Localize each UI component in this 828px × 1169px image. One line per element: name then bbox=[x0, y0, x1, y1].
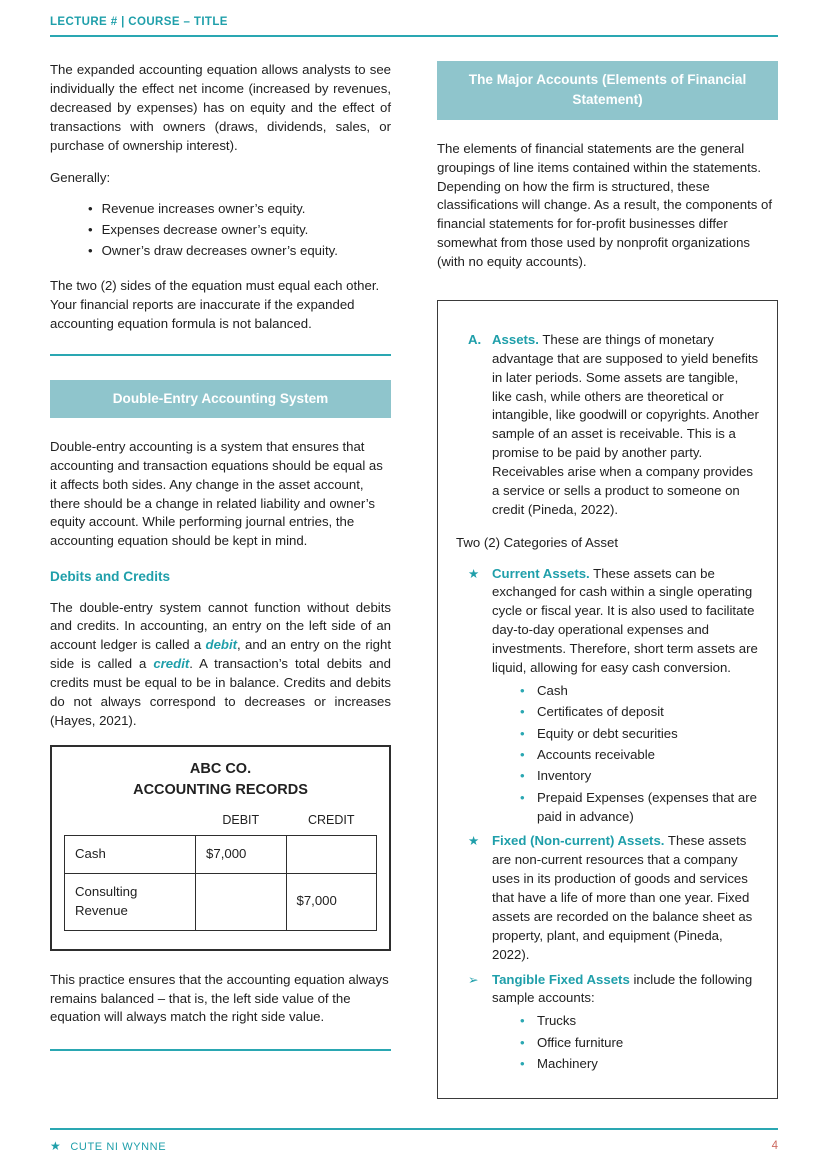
assets-outline-box bbox=[437, 300, 778, 1099]
item-letter: A. bbox=[468, 331, 482, 347]
fixed-assets-body bbox=[492, 832, 759, 964]
fixed-assets-term: Fixed (Non-current) Assets. bbox=[492, 833, 665, 849]
para-practice: This practice ensures that the accounting equation always remains balanced – that is, the left side value of the equation will always match the right side value. bbox=[50, 971, 389, 1025]
list-item-text: Accounts receivable bbox=[537, 746, 656, 762]
list-item-text: Owner’s draw decreases owner’s equity. bbox=[101, 243, 338, 258]
footer-rule bbox=[50, 1128, 778, 1130]
list-item bbox=[520, 1055, 759, 1074]
star-bullet-icon: ★ bbox=[468, 834, 480, 849]
list-item-text: Inventory bbox=[537, 768, 592, 784]
star-icon: ★ bbox=[50, 1139, 62, 1153]
list-item bbox=[88, 242, 391, 261]
para-text-mid: , and an entry on the right side is called a bbox=[50, 637, 391, 672]
bullet-icon: • bbox=[520, 768, 525, 784]
fixed-assets-text: These assets are non-current resources that a company uses in its production of goods and services that have a life of more than one year. Fixed assets are recorded on the balance sheet as property, plant, and equipment (Pineda, 2022). bbox=[492, 833, 753, 962]
content-columns bbox=[50, 61, 778, 1099]
debit-cell: $7,000 bbox=[196, 836, 286, 874]
page-footer bbox=[50, 1128, 778, 1157]
debit-cell bbox=[196, 873, 286, 930]
bullet-icon: • bbox=[520, 725, 525, 741]
list-item-text: Machinery bbox=[537, 1056, 598, 1072]
current-assets-term: Current Assets. bbox=[492, 565, 590, 581]
credit-column-header: CREDIT bbox=[307, 813, 355, 828]
accounting-records-table bbox=[50, 745, 391, 951]
bullet-icon: • bbox=[520, 789, 525, 805]
list-item-text: Revenue increases owner’s equity. bbox=[101, 201, 306, 217]
subheading-debits-credits: Debits and Credits bbox=[50, 569, 171, 585]
list-item bbox=[520, 703, 759, 722]
para-text-pre: The double-entry system cannot function without debits and credits. In accounting, an entry on the left side of an account ledger is called a bbox=[50, 599, 391, 653]
list-item bbox=[520, 1012, 759, 1031]
para-expanded-equation: The expanded accounting equation allows analysts to see individually the effect net income (increased by revenues, decreased by expenses) has on equity and the effect of transactions with owners (draws, dividends, sales, or purchase of ownership interest). bbox=[50, 62, 391, 153]
current-assets-list bbox=[520, 682, 759, 827]
list-item bbox=[520, 789, 759, 827]
list-item-text: Prepaid Expenses (expenses that are paid in advance) bbox=[537, 789, 757, 824]
list-item-text: Expenses decrease owner’s equity. bbox=[101, 222, 309, 238]
assets-item-body bbox=[492, 331, 759, 520]
bullet-icon: • bbox=[520, 746, 525, 762]
tangible-fixed-assets-body bbox=[492, 971, 759, 1009]
account-cell: Cash bbox=[65, 836, 196, 874]
account-cell: Consulting Revenue bbox=[65, 873, 196, 930]
left-column-end-rule bbox=[50, 1049, 391, 1051]
debit-column-header: DEBIT bbox=[222, 813, 260, 828]
assets-item bbox=[468, 331, 759, 520]
footer-brand bbox=[50, 1139, 166, 1153]
bullet-icon: • bbox=[88, 222, 93, 238]
table-company-name: ABC CO. bbox=[189, 760, 252, 777]
equity-bullet-list bbox=[88, 200, 391, 261]
list-item bbox=[520, 725, 759, 744]
tangible-fixed-assets-term: Tangible Fixed Assets bbox=[492, 971, 630, 987]
credit-cell: $7,000 bbox=[286, 873, 377, 930]
header-rule bbox=[50, 35, 778, 37]
list-item-text: Trucks bbox=[537, 1013, 577, 1029]
para-double-entry: Double-entry accounting is a system that ensures that accounting and transaction equations should be equal as it affects both sides. Any change in the asset account, there should be a change in related liability and owner’s equity account. While performing journal entries, the accounting equation should be kept in mind. bbox=[50, 438, 383, 549]
tangible-assets-list bbox=[520, 1012, 759, 1074]
section-banner-double-entry: Double-Entry Accounting System bbox=[50, 380, 391, 418]
generally-label: Generally: bbox=[50, 170, 111, 186]
para-elements: The elements of financial statements are the general groupings of line items contained within the statements. Depending on how the firm is structured, these classifications will change. As a result, the components of financial statements for for-profit businesses differ somewhat from those used by nonprofit organizations (with no equity accounts). bbox=[437, 140, 772, 270]
left-column bbox=[50, 61, 391, 1099]
debit-term: debit bbox=[205, 637, 238, 653]
para-text-post: . A transaction’s total debits and credits must be equal to be in balance. Credits and debits do not always correspond to decreases or increases (Hayes, 2021). bbox=[50, 656, 391, 728]
current-assets-item bbox=[468, 565, 759, 678]
tangible-fixed-assets-text: include the following sample accounts: bbox=[492, 971, 753, 1006]
bullet-icon: • bbox=[520, 682, 525, 698]
list-item bbox=[520, 682, 759, 701]
list-item bbox=[520, 746, 759, 765]
bullet-icon: • bbox=[520, 704, 525, 720]
para-balance: The two (2) sides of the equation must equal each other. Your financial reports are inaccurate if the expanded accounting equation formula is not balanced. bbox=[50, 277, 380, 331]
section-divider bbox=[50, 354, 391, 356]
credit-term: credit bbox=[153, 656, 190, 672]
bullet-icon: • bbox=[520, 1013, 525, 1029]
bullet-icon: • bbox=[520, 1034, 525, 1050]
bullet-icon: • bbox=[520, 1056, 525, 1072]
list-item-text: Equity or debt securities bbox=[537, 725, 678, 741]
footer-brand-text: CUTE NI WYNNE bbox=[70, 1141, 167, 1153]
empty-header-cell bbox=[65, 810, 196, 835]
bullet-icon: • bbox=[88, 243, 93, 258]
fixed-assets-item bbox=[468, 832, 759, 964]
credit-cell bbox=[286, 836, 377, 874]
assets-text: These are things of monetary advantage that are supposed to yield benefits in later periods. Some assets are tangible, like cash, while others are theoretical or intangible, like goodwill or copyrights. Another sample of an asset is receivable. This is a promise to be paid by another party. Receivables arise when a company provides a service or sells a product to someone on credit (Pineda, 2022). bbox=[492, 331, 759, 517]
ledger-grid bbox=[64, 810, 377, 931]
section-banner-major-accounts: The Major Accounts (Elements of Financial Statement) bbox=[437, 61, 778, 120]
list-item bbox=[520, 1034, 759, 1053]
table-row bbox=[65, 836, 377, 874]
list-item-text: Cash bbox=[537, 682, 568, 698]
arrow-bullet-icon: ➢ bbox=[468, 972, 479, 987]
table-row bbox=[65, 873, 377, 930]
categories-heading: Two (2) Categories of Asset bbox=[456, 534, 618, 550]
right-column bbox=[437, 61, 778, 1099]
star-bullet-icon: ★ bbox=[468, 566, 480, 581]
assets-term: Assets. bbox=[492, 331, 539, 347]
list-item-text: Certificates of deposit bbox=[537, 704, 664, 720]
footer-row bbox=[50, 1139, 778, 1157]
list-item bbox=[520, 767, 759, 786]
page-number: 4 bbox=[771, 1140, 778, 1152]
list-item-text: Office furniture bbox=[537, 1034, 624, 1050]
current-assets-body bbox=[492, 565, 759, 678]
table-subtitle: ACCOUNTING RECORDS bbox=[133, 782, 308, 799]
list-item bbox=[88, 221, 391, 240]
header-title: LECTURE # | COURSE – TITLE bbox=[50, 16, 228, 28]
current-assets-text: These assets can be exchanged for cash within a single operating cycle or fiscal year. It is also used to facilitate day-to-day operational expenses and investments. Therefore, short term assets are liquid, allowing for easy cash conversion. bbox=[492, 565, 758, 675]
para-debits-credits bbox=[50, 599, 391, 731]
bullet-icon: • bbox=[88, 201, 93, 217]
list-item bbox=[88, 200, 391, 219]
page-header bbox=[50, 16, 778, 37]
tangible-fixed-assets-item bbox=[468, 971, 759, 1009]
table-header-row bbox=[65, 810, 377, 835]
